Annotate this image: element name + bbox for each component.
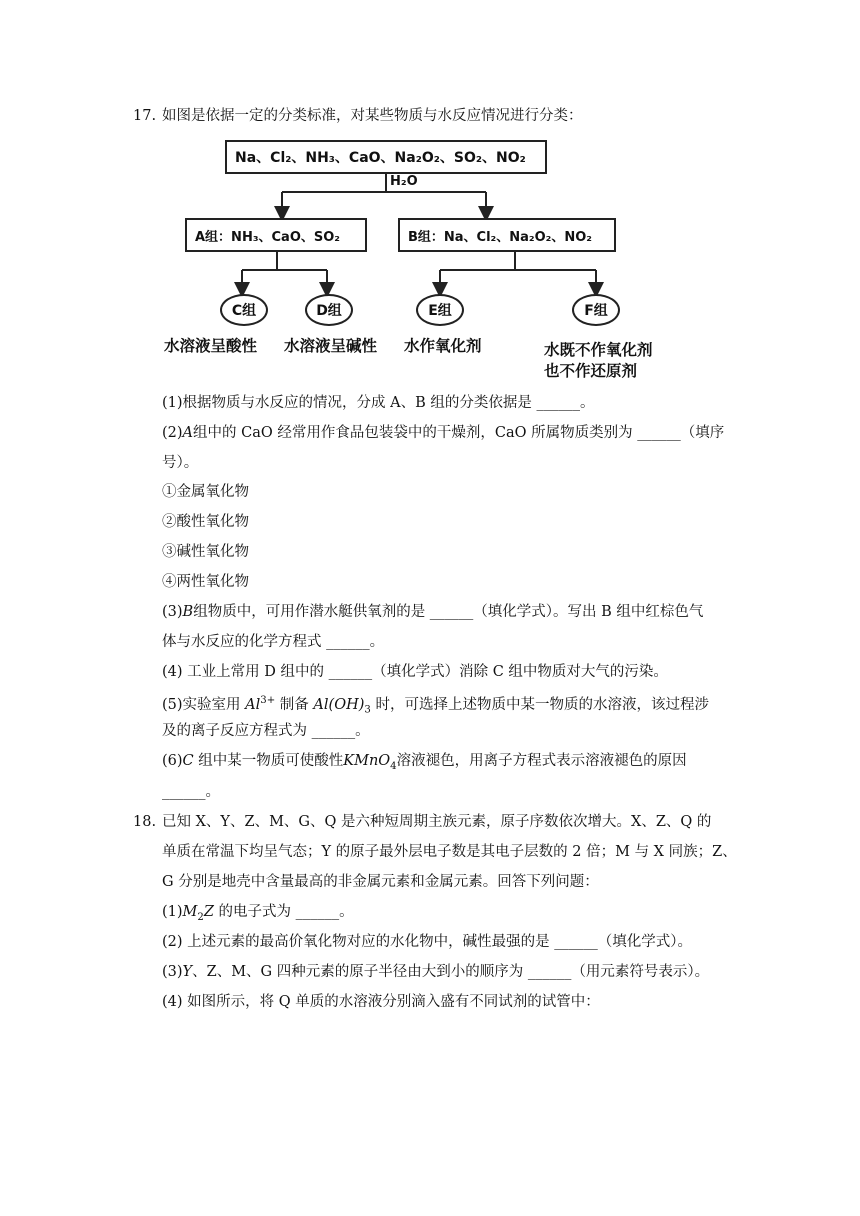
label-neither-2: 也不作还原剂: [544, 362, 638, 380]
q17-part3-line1: [162, 602, 703, 622]
al-ion: Al: [245, 696, 261, 713]
q17-part6-line2: ______。: [162, 784, 220, 800]
q17-part3-text: 组物质中，可用作潜水艇供氧剂的是 ______（填化学式）。写出 B 组中红棕色气: [193, 604, 704, 620]
q17-part6-var: C: [182, 753, 194, 769]
q18-part3-var: Y: [182, 964, 193, 980]
group-a-box: A组：NH₃、CaO、SO₂: [185, 218, 367, 252]
q17-part2-line1: [162, 423, 724, 443]
option-4: ④两性氧化物: [162, 574, 249, 590]
q17-part2-line2: 号）。: [162, 455, 199, 471]
question-17-number: 17.: [133, 108, 157, 124]
q17-part3-line2: 体与水反应的化学方程式 ______。: [162, 634, 385, 650]
water-label: H₂O: [390, 174, 418, 189]
q18-part3-text: 、Z、M、G 四种元素的原子半径由大到小的顺序为 ______（用元素符号表示）。: [192, 964, 710, 980]
aluminum-hydroxide-subscript: 3: [364, 704, 371, 716]
q18-part4: (4) 如图所示，将 Q 单质的水溶液分别滴入盛有不同试剂的试管中：: [162, 994, 600, 1010]
group-e-oval: E组: [416, 294, 464, 326]
group-d-oval: D组: [305, 294, 353, 326]
group-c-oval: C组: [220, 294, 268, 326]
substances-box: Na、Cl₂、NH₃、CaO、Na₂O₂、SO₂、NO₂: [225, 140, 547, 174]
q17-part3-prefix: (3): [162, 604, 183, 620]
option-1: ①金属氧化物: [162, 484, 249, 500]
group-b-box: B组：Na、Cl₂、Na₂O₂、NO₂: [398, 218, 616, 252]
q17-part6-text-a: 组中某一物质可使酸性: [193, 753, 344, 769]
label-neither-1: 水既不作氧化剂: [544, 341, 653, 359]
label-basic: 水溶液呈碱性: [284, 337, 378, 355]
formula-z: Z: [203, 904, 214, 920]
q17-part3-var: B: [182, 604, 194, 620]
q18-part1-prefix: (1): [162, 904, 183, 920]
q18-part3-prefix: (3): [162, 964, 183, 980]
q17-part4: (4) 工业上常用 D 组中的 ______（填化学式）消除 C 组中物质对大气的污染。: [162, 664, 668, 680]
aluminum-hydroxide-formula: Al(OH): [313, 696, 365, 713]
q17-part5-text-c: 时，可选择上述物质中某一物质的水溶液，该过程涉: [370, 696, 709, 713]
permanganate-formula: KMnO: [343, 753, 391, 769]
q17-part5-text-b: 制备: [275, 696, 314, 713]
q17-part5-text-a: (5)实验室用: [162, 696, 246, 713]
option-2: ②酸性氧化物: [162, 514, 249, 530]
question-18-number: 18.: [133, 814, 157, 830]
q17-part6-text-b: 溶液褪色，用离子方程式表示溶液褪色的原因: [396, 753, 687, 769]
al-ion-charge: 3+: [260, 695, 276, 706]
option-3: ③碱性氧化物: [162, 544, 249, 560]
q17-part6-line1: [162, 751, 687, 777]
q18-part1-text: 的电子式为 ______。: [213, 904, 354, 920]
label-oxidizer: 水作氧化剂: [404, 337, 482, 355]
formula-m: M: [182, 904, 198, 920]
q18-line3: G 分别是地壳中含量最高的非金属元素和金属元素。回答下列问题：: [162, 874, 599, 890]
q18-part3: [162, 962, 709, 982]
q18-line1: 已知 X、Y、Z、M、G、Q 是六种短周期主族元素，原子序数依次增大。X、Z、Q 的: [162, 814, 712, 830]
q17-part6-prefix: (6): [162, 753, 183, 769]
permanganate-subscript: 4: [390, 760, 397, 772]
q17-part1: (1)根据物质与水反应的情况，分成 A、B 组的分类依据是 ______。: [162, 395, 595, 411]
q17-part2-text: 组中的 CaO 经常用作食品包装袋中的干燥剂，CaO 所属物质类别为 ______（填序: [193, 425, 725, 441]
q17-part5-line1: [162, 691, 709, 721]
q17-part2-prefix: (2): [162, 425, 183, 441]
classification-diagram: [160, 136, 680, 382]
q17-part5-line2: 及的离子反应方程式为 ______。: [162, 723, 370, 739]
formula-m-subscript: 2: [197, 911, 204, 923]
label-acidic: 水溶液呈酸性: [164, 337, 258, 355]
q18-part1: [162, 902, 354, 928]
q18-line2: 单质在常温下均呈气态；Y 的原子最外层电子数是其电子层数的 2 倍；M 与 X 同族；Z、: [162, 844, 737, 860]
question-17-intro: 如图是依据一定的分类标准，对某些物质与水反应情况进行分类：: [162, 108, 583, 124]
group-f-oval: F组: [572, 294, 620, 326]
q17-part2-var: A: [182, 425, 194, 441]
q18-part2: (2) 上述元素的最高价氧化物对应的水化物中，碱性最强的是 ______（填化学式）。: [162, 934, 693, 950]
